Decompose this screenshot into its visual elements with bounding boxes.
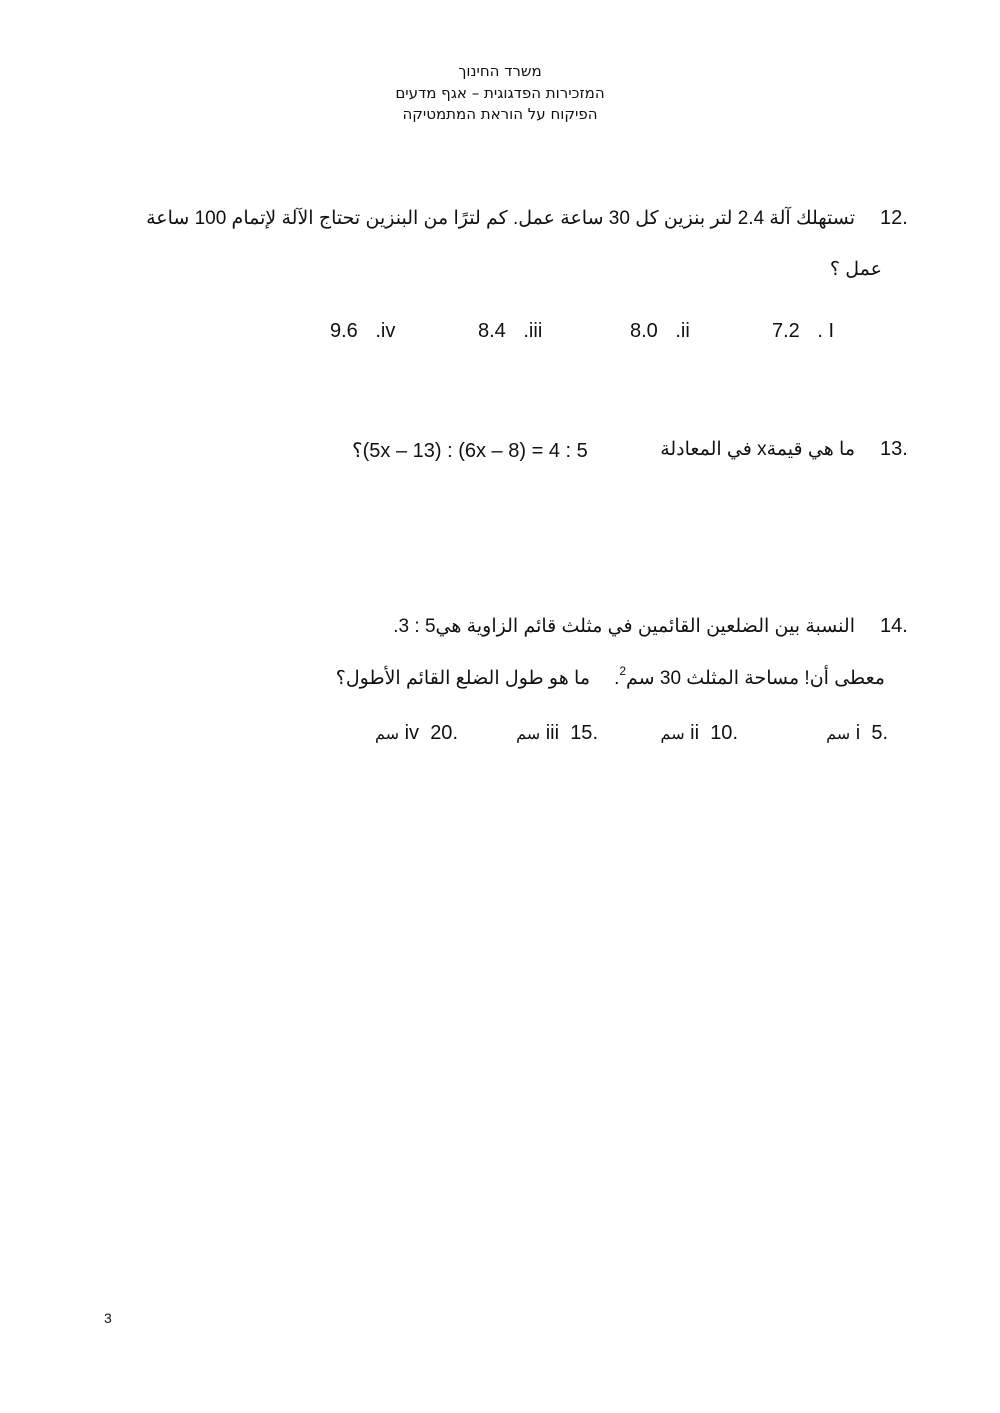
q14-given-period: . — [614, 668, 620, 689]
q14-text-line2-question: ما هو طول الضلع القائم الأطول؟ — [335, 668, 590, 689]
q14-option-i — [826, 722, 888, 745]
option-value: 8.4 — [478, 320, 506, 342]
q14-squared-sup: 2 — [619, 664, 627, 678]
q12-text-line2: عمل ؟ — [829, 259, 882, 280]
option-value: 7.2 — [772, 320, 800, 342]
option-label: .i — [855, 722, 888, 744]
option-label: .iv — [375, 320, 396, 342]
option-label: . I — [817, 320, 835, 342]
q14-option-iv — [375, 722, 458, 745]
page-number: 3 — [104, 1310, 112, 1326]
option-label: .iv — [404, 722, 458, 744]
option-unit: سم — [660, 726, 685, 743]
option-value: 10 — [710, 722, 733, 744]
q14-text-line2-given — [614, 664, 885, 690]
q14-option-ii — [661, 722, 738, 745]
q13-number: 13. — [880, 438, 908, 460]
option-value: 5 — [871, 722, 883, 744]
option-label: .iii — [523, 320, 543, 342]
option-value: 15 — [570, 722, 593, 744]
q14-text-line1: النسبة بين الضلعين القائمين في مثلث قائم الزاوية هي5 : 3. — [393, 616, 855, 637]
header-secretariat: המזכירות הפדגוגית – אגף מדעים — [395, 84, 605, 102]
q12-option-iii — [478, 320, 542, 343]
q13-text: ما هي قيمةx في المعادلة — [660, 439, 855, 460]
option-unit: سم — [516, 726, 541, 743]
q13-equation: (5x – 13) : (6x – 8) = 4 : 5 — [362, 440, 588, 462]
q14-given-text: معطى أن! مساحة المثلث 30 سم — [626, 668, 885, 689]
q13-qmark: ؟ — [352, 440, 363, 462]
q12-option-ii — [630, 320, 690, 343]
q12-text-line1: تستهلك آلة 2.4 لتر بنزين كل 30 ساعة عمل. كم لترًا من البنزين تحتاج الآلة لإتمام 100 ساعة — [146, 208, 855, 229]
option-value: 8.0 — [630, 320, 658, 342]
option-value: 20 — [430, 722, 453, 744]
q12-option-iv — [330, 320, 395, 343]
option-label: .iii — [545, 722, 598, 744]
option-unit: سم — [374, 726, 400, 743]
q14-option-iii — [516, 722, 598, 745]
q12-number: 12. — [880, 207, 908, 229]
header-ministry: משרד החינוך — [458, 62, 542, 80]
q12-option-i — [772, 320, 834, 343]
header-supervision: הפיקוח על הוראת המתמטיקה — [402, 105, 598, 123]
option-value: 9.6 — [330, 320, 358, 342]
q14-number: 14. — [880, 615, 908, 637]
option-unit: سم — [826, 726, 851, 743]
option-label: .ii — [690, 722, 738, 744]
q13-equation-wrap — [352, 438, 588, 463]
option-label: .ii — [675, 320, 690, 342]
